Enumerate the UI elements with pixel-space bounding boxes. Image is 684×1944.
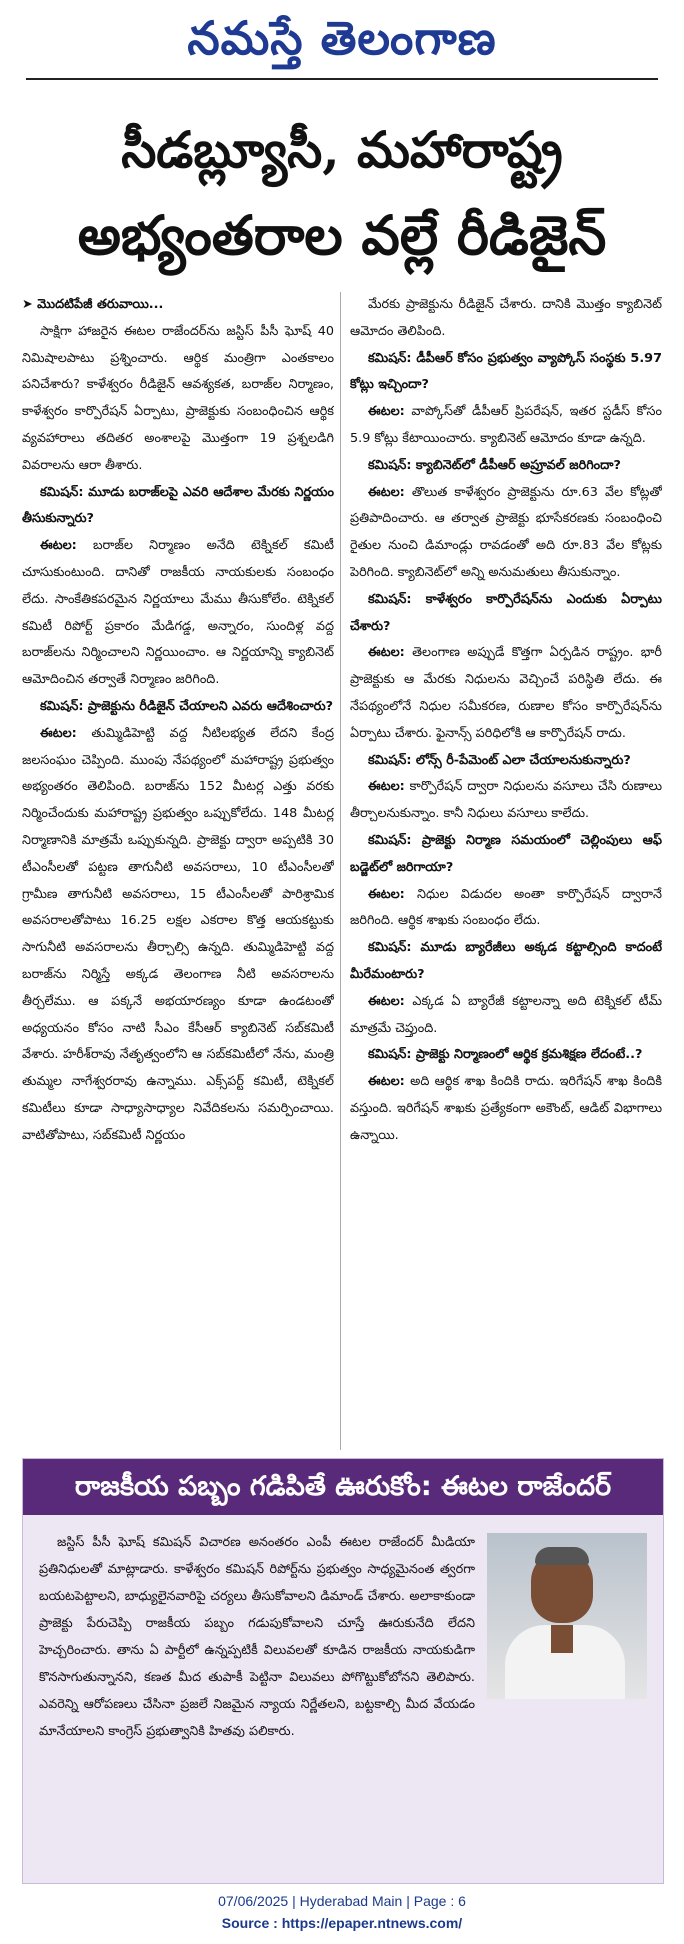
speaker-label: ఈటల: [40,538,77,554]
answer-text: తెలంగాణ అప్పుడే కొత్తగా ఏర్పడిన రాష్ట్రం. భారీ ప్రాజెక్టుకు ఆ మేరకు నిధులను వెచ్చించే పరిస్థితి లేదు. ఈ నేపథ్యంలోనే నిధుల సమీకరణ, రుణాల కోసం కార్పొరేషన్‌ను ఏర్పాటు చేశారు. ఫైనాన్స్‌ పరిధిలోకి ఆ కార్పొరేషన్‌ రాదు. [350,645,662,741]
commission-question: కమిషన్‌: మూడు బ్యారేజీలు అక్కడ కట్టాల్సింది కాదంటే మీరేమంటారు? [350,940,662,982]
speaker-label: ఈటల: [368,993,405,1009]
article-paragraph: మేరకు ప్రాజెక్టును రీడిజైన్‌ చేశారు. దానికి మొత్తం క్యాబినెట్‌ ఆమోదం తెలిపింది. [350,297,662,339]
commission-question: కమిషన్‌: కాళేశ్వరం కార్పొరేషన్‌ను ఎందుకు ఏర్పాటు చేశారు? [350,591,662,634]
speaker-label: ఈటల: [368,645,405,661]
etela-answer [22,533,334,694]
speaker-label: ఈటల: [368,404,405,420]
article-body [22,292,662,1450]
masthead-divider [26,78,658,80]
commission-question: కమిషన్‌: డీపీఆర్‌ కోసం ప్రభుత్వం వ్యాప్కోస్‌ సంస్థకు 5.97 కోట్లు ఇచ్చిందా? [350,350,662,393]
etela-answer [350,399,662,453]
footer-date-edition: 07/06/2025 | Hyderabad Main | Page : 6 [218,1893,466,1909]
etela-answer [350,882,662,936]
sidebar-box [22,1458,664,1884]
commission-question: కమిషన్‌: ప్రాజెక్టు నిర్మాణంలో ఆర్థిక క్రమశిక్షణ లేదంటే..? [368,1047,643,1063]
etela-answer [350,774,662,828]
commission-question: కమిషన్‌: లోన్స్‌ రీ-పేమెంట్‌ ఎలా చేయాలనుకున్నారు? [368,752,631,768]
article-paragraph: సాక్షిగా హాజరైన ఈటల రాజేందర్‌ను జస్టిస్‌ పీసీ ఘోష్‌ 40 నిమిషాలపాటు ప్రశ్నించారు. ఆర్థిక మంత్రిగా ఎంతకాలం పనిచేశారు? కాళేశ్వరం రీడిజైన్‌ ఆవశ్యకత, బరాజ్‌ల నిర్మాణం, కాళేశ్వరం కార్పొరేషన్‌ ఏర్పాటు, ప్రాజెక్టుకు సంబంధించిన ఆర్థిక వ్యవహారాలు తదితర అంశాలపై మొత్తంగా 19 ప్రశ్నలడిగి వివరాలను ఆరా తీశారు. [22,323,334,473]
speaker-label: ఈటల: [368,484,405,500]
column-divider [340,292,341,1450]
commission-question: కమిషన్‌: ప్రాజెక్టు నిర్మాణ సమయంలో చెల్లింపులు ఆఫ్‌ బడ్జెట్‌లో జరిగాయా? [350,832,662,875]
answer-text: నిధుల విడుదల అంతా కార్పొరేషన్‌ ద్వారానే జరిగింది. ఆర్థిక శాఖకు సంబంధం లేదు. [350,886,662,929]
answer-text: బరాజ్‌ల నిర్మాణం అనేది టెక్నికల్‌ కమిటీ చూసుకుంటుంది. దానితో రాజకీయ నాయకులకు సంబంధం లేదు. సాంకేతికపరమైన నిర్ణయాలు మేము తీసుకోలేం. టెక్నికల్‌ కమిటీ రిపోర్ట్‌ ప్రకారం మేడిగడ్డ, అన్నారం, సుందిళ్ల వద్ద బరాజ్‌లను నిర్మించాలని నిర్ణయించాం. ఆ నిర్ణయాన్ని క్యాబినెట్‌ ఆమోదించిన తర్వాతే నిర్మాణం జరిగింది. [22,538,334,688]
answer-text: తుమ్మిడిహెట్టి వద్ద నీటిలభ్యత లేదని కేంద్ర జలసంఘం చెప్పింది. ముంపు నేపథ్యంలో మహారాష్ట్ర ప్రభుత్వం అభ్యంతరం తెలిపింది. బరాజ్‌ను 152 మీటర్ల ఎత్తు వరకు నిర్మించేందుకు మహారాష్ట్ర ప్రభుత్వం ఒప్పుకోలేదు. 148 మీటర్ల నిర్మాణానికి మాత్రమే ఒప్పుకున్నది. ప్రాజెక్టు ద్వారా అప్పటికి 30 టీఎంసీలతో పట్టణ తాగునీటి అవసరాలు, 10 టీఎంసీలతో గ్రామీణ తాగునీటి అవసరాలు, 15 టీఎంసీలతో పారిశ్రామిక అవసరాలతోపాటు 16.25 లక్షల ఎకరాల కొత్త ఆయకట్టుకు సాగునీటి అవసరాలను తీర్చాల్సి ఉన్నది. తుమ్మిడిహెట్టి వద్ద బరాజ్‌ను నిర్మిస్తే అక్కడ తెలంగాణ నీటి అవసరాలను తీర్చలేము. ఆ పక్కనే అభయారణ్యం కూడా ఉండటంతో అధ్యయనం కోసం నాటి సీఎం కేసీఆర్‌ క్యాబినెట్‌ సబ్‌కమిటీ వేశారు. హరీశ్‌రావు నేతృత్వంలోని ఆ సబ్‌కమిటీలో నేను, మంత్రి తుమ్మల నాగేశ్వరరావు ఉన్నాము. ఎక్స్‌పర్ట్‌ కమిటీ, టెక్నికల్‌ కమిటీలు కూడా సాధ్యాసాధ్యాల నివేదికలను సమర్పించాయి. వాటితోపాటు, సబ్‌కమిటీ నిర్ణయం [22,725,334,1143]
answer-text: వాప్కోస్‌తో డీపీఆర్‌ ప్రిపరేషన్‌, ఇతర స్టడీస్‌ కోసం 5.9 కోట్లు కేటాయించారు. క్యాబినెట్‌ ఆమోదం కూడా ఉన్నది. [350,404,662,446]
answer-text: అది ఆర్థిక శాఖ కిందికి రాదు. ఇరిగేషన్‌ శాఖ కిందికి వస్తుంది. ఇరిగేషన్‌ శాఖకు ప్రత్యేకంగా అకౌంట్‌, ఆడిట్‌ విభాగాలు ఉన్నాయి. [350,1074,662,1143]
speaker-label: ఈటల: [368,886,405,902]
commission-question: కమిషన్‌: క్యాబినెట్‌లో డీపీఆర్‌ అప్రూవల్‌ జరిగిందా? [368,457,621,473]
etela-answer [350,480,662,587]
speaker-label: ఈటల: [40,725,77,741]
box-paragraph: జస్టిస్‌ పీసీ ఘోష్‌ కమిషన్‌ విచారణ అనంతరం ఎంపీ ఈటల రాజేందర్‌ మీడియా ప్రతినిధులతో మాట్లాడారు. కాళేశ్వరం కమిషన్‌ రిపోర్ట్‌ను ప్రభుత్వం సాధ్యమైనంత త్వరగా బయటపెట్టాలని, బాధ్యులైనవారిపై చర్యలు తీసుకోవాలని డిమాండ్‌ చేశారు. అలాకాకుండా ప్రాజెక్టు పేరుచెప్పి రాజకీయ పబ్బం గడుపుకోవాలని చూస్తే ఊరుకునేది లేదని హెచ్చరించారు. తాను ఏ పార్టీలో ఉన్నప్పటికీ విలువలతో కూడిన రాజకీయ నాయకుడిగా కొనసాగుతున్నానని, కణత మీద తుపాకీ పెట్టినా విలువలు పోగొట్టుకోబోనని తెలిపారు. ఎవరెన్ని ఆరోపణలు చేసినా ప్రజలే నిజమైన న్యాయ నిర్ణేతలని, బట్టకాల్చి మీద వేయడం మానేయాలని కాంగ్రెస్‌ ప్రభుత్వానికి హితవు పలికారు. [39,1535,475,1739]
box-body [39,1529,647,1875]
article-column-left [22,292,334,1450]
etela-answer [350,989,662,1043]
etela-answer [350,640,662,747]
masthead-title: నమస్తే తెలంగాణ [187,11,497,65]
etela-answer [350,1069,662,1149]
etela-rajender-photo [487,1533,647,1699]
speaker-label: ఈటల: [368,1074,405,1090]
page-footer [0,1890,684,1934]
headline-line-2: అభ్యంతరాల వల్లే రీడిజైన్ [77,203,607,267]
footer-source: Source : https://epaper.ntnews.com/ [221,1915,463,1931]
answer-text: ఎక్కడ ఏ బ్యారేజీ కట్టాలన్నా అది టెక్నికల్‌ టీమ్‌ మాత్రమే చెప్తుంది. [350,993,662,1036]
headline-line-1: సీడబ్ల్యూసీ, మహారాష్ట్ర [121,120,563,179]
headline [26,110,658,285]
jump-from-label: ➤ మొదటిపేజీ తరువాయి... [22,297,164,312]
answer-text: తొలుత కాళేశ్వరం ప్రాజెక్టును రూ.63 వేల కోట్లతో ప్రతిపాదించారు. ఆ తర్వాత ప్రాజెక్టు భూసేకరణకు సంబంధించి రైతుల నుంచి డిమాండ్లు రావడంతో అది రూ.83 వేల కోట్లకు పెరిగింది. క్యాబినెట్‌లో అన్ని అనుమతులు తీసుకున్నాం. [350,484,662,580]
commission-question: కమిషన్‌: ప్రాజెక్టును రీడిజైన్‌ చేయాలని ఎవరు ఆదేశించారు? [40,698,334,714]
speaker-label: ఈటల: [368,779,405,795]
box-headline: రాజకీయ పబ్బం గడిపితే ఊరుకోం: ఈటల రాజేందర్‌ [23,1459,663,1515]
etela-answer [22,721,334,1150]
answer-text: కార్పొరేషన్‌ ద్వారా నిధులను వసూలు చేసి రుణాలు తీర్చాలనుకున్నాం. కానీ నిధులు వసూలు కాలేదు. [350,779,662,822]
article-column-right [350,292,662,1450]
commission-question: కమిషన్‌: మూడు బరాజ్‌లపై ఎవరి ఆదేశాల మేరకు నిర్ణయం తీసుకున్నారు? [22,484,334,527]
